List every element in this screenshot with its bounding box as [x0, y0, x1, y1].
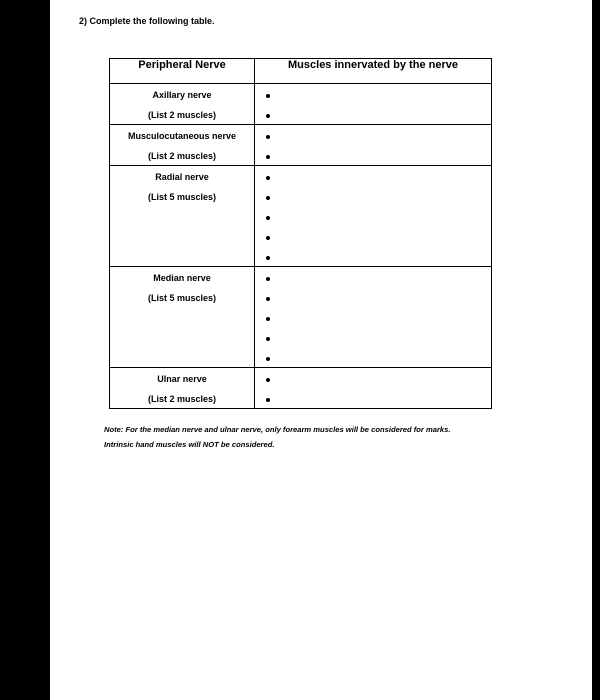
bullet-dot-icon [266, 216, 270, 220]
note-line-1: Note: For the median nerve and ulnar nerve, only forearm muscles will be considered for marks. [104, 425, 451, 434]
bullet-item[interactable] [255, 327, 491, 347]
bullet-list [255, 84, 491, 124]
bullet-item[interactable] [255, 388, 491, 408]
nerve-instruction: (List 2 muscles) [147, 394, 217, 404]
nerve-instruction: (List 5 muscles) [147, 293, 217, 303]
header-peripheral-nerve: Peripheral Nerve [110, 59, 255, 84]
bullet-dot-icon [266, 256, 270, 260]
bullet-dot-icon [266, 277, 270, 281]
nerve-table [109, 58, 492, 409]
bullet-dot-icon [266, 236, 270, 240]
muscles-answer-cell[interactable] [255, 166, 492, 267]
bullet-item[interactable] [255, 267, 491, 287]
document-page [50, 0, 592, 700]
bullet-list [255, 125, 491, 165]
bullet-item[interactable] [255, 246, 491, 266]
bullet-list [255, 166, 491, 266]
nerve-instruction: (List 2 muscles) [147, 151, 217, 161]
bullet-item[interactable] [255, 166, 491, 186]
bullet-item[interactable] [255, 125, 491, 145]
bullet-dot-icon [266, 297, 270, 301]
nerve-instruction: (List 2 muscles) [147, 110, 217, 120]
nerve-name: Axillary nerve [152, 90, 212, 100]
muscles-answer-cell[interactable] [255, 84, 492, 125]
nerve-name: Median nerve [153, 273, 211, 283]
nerve-name: Musculocutaneous nerve [127, 131, 237, 141]
bullet-item[interactable] [255, 368, 491, 388]
nerve-cell [110, 267, 255, 368]
nerve-name: Ulnar nerve [157, 374, 207, 384]
bullet-dot-icon [266, 317, 270, 321]
bullet-item[interactable] [255, 307, 491, 327]
bullet-dot-icon [266, 357, 270, 361]
table-row-radial [110, 166, 492, 267]
muscles-answer-cell[interactable] [255, 267, 492, 368]
bullet-item[interactable] [255, 145, 491, 165]
bullet-item[interactable] [255, 226, 491, 246]
table-row-median [110, 267, 492, 368]
table-row-axillary [110, 84, 492, 125]
nerve-cell [110, 84, 255, 125]
nerve-instruction: (List 5 muscles) [147, 192, 217, 202]
bullet-dot-icon [266, 196, 270, 200]
table-header-row [110, 59, 492, 84]
bullet-dot-icon [266, 114, 270, 118]
bullet-dot-icon [266, 337, 270, 341]
table-row-ulnar [110, 368, 492, 409]
bullet-item[interactable] [255, 84, 491, 104]
bullet-list [255, 267, 491, 367]
bullet-list [255, 368, 491, 408]
nerve-name: Radial nerve [155, 172, 209, 182]
muscles-answer-cell[interactable] [255, 368, 492, 409]
nerve-cell [110, 368, 255, 409]
bullet-item[interactable] [255, 347, 491, 367]
note-line-2: Intrinsic hand muscles will NOT be considered. [104, 440, 275, 449]
question-label: 2) Complete the following table. [79, 16, 215, 26]
muscles-answer-cell[interactable] [255, 125, 492, 166]
bullet-item[interactable] [255, 206, 491, 226]
bullet-dot-icon [266, 135, 270, 139]
header-muscles-innervated: Muscles innervated by the nerve [255, 59, 492, 84]
nerve-cell [110, 166, 255, 267]
bullet-item[interactable] [255, 287, 491, 307]
table-row-musculocutaneous [110, 125, 492, 166]
bullet-dot-icon [266, 176, 270, 180]
bullet-dot-icon [266, 94, 270, 98]
bullet-item[interactable] [255, 104, 491, 124]
bullet-dot-icon [266, 398, 270, 402]
bullet-item[interactable] [255, 186, 491, 206]
nerve-cell [110, 125, 255, 166]
bullet-dot-icon [266, 155, 270, 159]
note-text [104, 422, 544, 452]
bullet-dot-icon [266, 378, 270, 382]
